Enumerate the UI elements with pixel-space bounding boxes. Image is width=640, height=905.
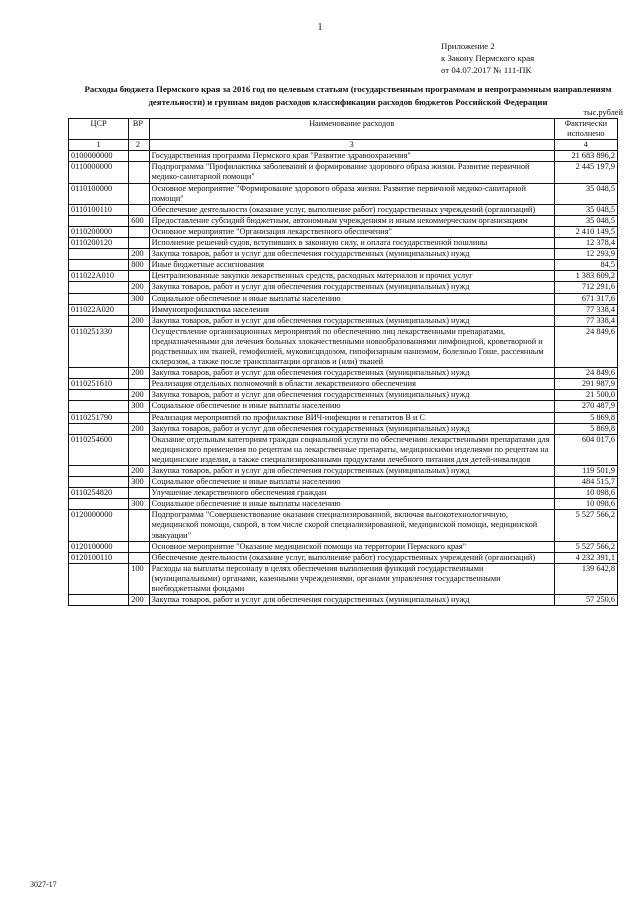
cell-vr xyxy=(129,204,149,215)
cell-csr xyxy=(69,563,129,594)
appendix-line-1: Приложение 2 xyxy=(441,41,495,51)
cell-name: Основное мероприятие "Организация лекарственного обеспечения" xyxy=(149,226,554,237)
document-title: Расходы бюджета Пермского края за 2016 год по целевым статьям (государственным программам и непрограммным направлениям деятельности) и группам видов расходов классификации расходов бюджетов Российской Федерации xyxy=(84,84,612,107)
cell-name: Расходы на выплаты персоналу в целях обеспечения выполнения функций государственными (муниципальными) органами, казенными учреждениями, органами управления государственными внебюджетными фондами xyxy=(149,563,554,594)
table-row xyxy=(69,271,618,282)
cell-name: Закупка товаров, работ и услуг для обеспечения государственных (муниципальных) нужд xyxy=(149,249,554,260)
cell-vr: 300 xyxy=(129,499,149,510)
cell-amount: 139 642,8 xyxy=(554,563,617,594)
cell-amount: 10 098,6 xyxy=(554,499,617,510)
cell-name: Реализация мероприятий по профилактике ВИЧ-инфекции и гепатитов B и C xyxy=(149,412,554,423)
cell-vr xyxy=(129,434,149,465)
cell-csr xyxy=(69,282,129,293)
table-row xyxy=(69,162,618,183)
table-row xyxy=(69,315,618,326)
cell-name: Закупка товаров, работ и услуг для обеспечения государственных (муниципальных) нужд xyxy=(149,282,554,293)
table-row xyxy=(69,260,618,271)
expenses-table xyxy=(68,118,618,606)
cell-vr: 200 xyxy=(129,595,149,606)
colnum-1: 1 xyxy=(69,140,129,151)
header-csr: ЦСР xyxy=(69,119,129,140)
cell-amount: 119 501,9 xyxy=(554,466,617,477)
cell-name: Социальное обеспечение и иные выплаты населению xyxy=(149,293,554,304)
cell-amount: 270 487,9 xyxy=(554,401,617,412)
page-number: 1 xyxy=(317,22,323,33)
table-row xyxy=(69,215,618,226)
table-row xyxy=(69,368,618,379)
table-row xyxy=(69,541,618,552)
table-row xyxy=(69,423,618,434)
cell-vr: 200 xyxy=(129,282,149,293)
cell-name: Закупка товаров, работ и услуг для обеспечения государственных (муниципальных) нужд xyxy=(149,315,554,326)
cell-vr xyxy=(129,541,149,552)
cell-amount: 5 527 566,2 xyxy=(554,541,617,552)
cell-vr: 200 xyxy=(129,423,149,434)
cell-vr xyxy=(129,271,149,282)
table-row xyxy=(69,226,618,237)
table-row xyxy=(69,552,618,563)
header-amount: Фактически исполнено xyxy=(554,119,617,140)
cell-csr: 0110251610 xyxy=(69,379,129,390)
cell-csr: 011022А020 xyxy=(69,304,129,315)
cell-csr xyxy=(69,249,129,260)
cell-name: Социальное обеспечение и иные выплаты населению xyxy=(149,477,554,488)
table-header-row xyxy=(69,119,618,140)
cell-csr: 0120100000 xyxy=(69,541,129,552)
cell-amount: 5 869,8 xyxy=(554,412,617,423)
colnum-3: 3 xyxy=(149,140,554,151)
cell-name: Исполнение решений судов, вступивших в законную силу, и оплата государственной пошлины xyxy=(149,238,554,249)
cell-name: Осуществление организационных мероприятий по обеспечению лиц лекарственными препаратами, предназначенными для лечения больных злокачественными новообразованиями лимфоидной, кроветворной и родственных им тканей, гемофилией, муковисцидозом, гипофизарным нанизмом, болезнью Гоше, рассеянным склерозом, а также после трансплантации органов и (или) тканей xyxy=(149,326,554,367)
cell-amount: 57 250,6 xyxy=(554,595,617,606)
cell-amount: 77 338,4 xyxy=(554,304,617,315)
cell-amount: 5 869,8 xyxy=(554,423,617,434)
cell-csr xyxy=(69,215,129,226)
table-row xyxy=(69,204,618,215)
colnum-4: 4 xyxy=(554,140,617,151)
table-row xyxy=(69,477,618,488)
cell-amount: 10 098,6 xyxy=(554,488,617,499)
cell-name: Улучшение лекарственного обеспечения граждан xyxy=(149,488,554,499)
table-row xyxy=(69,595,618,606)
table-row xyxy=(69,379,618,390)
table-row xyxy=(69,238,618,249)
table-row xyxy=(69,326,618,367)
table-row xyxy=(69,466,618,477)
cell-amount: 5 527 566,2 xyxy=(554,510,617,541)
appendix-line-2: к Закону Пермского края xyxy=(441,53,535,63)
cell-vr xyxy=(129,183,149,204)
cell-amount: 35 048,5 xyxy=(554,183,617,204)
cell-vr xyxy=(129,162,149,183)
header-name: Наименование расходов xyxy=(149,119,554,140)
table-row xyxy=(69,282,618,293)
cell-vr xyxy=(129,238,149,249)
cell-name: Иммунопрофилактика населения xyxy=(149,304,554,315)
cell-name: Основное мероприятие "Оказание медицинской помощи на территории Пермского края" xyxy=(149,541,554,552)
cell-csr xyxy=(69,260,129,271)
cell-csr: 0100000000 xyxy=(69,151,129,162)
table-row xyxy=(69,510,618,541)
cell-csr: 0110100000 xyxy=(69,183,129,204)
table-row xyxy=(69,390,618,401)
cell-vr: 300 xyxy=(129,293,149,304)
cell-name: Подпрограмма "Профилактика заболеваний и формирование здорового образа жизни. Развитие первичной медико-санитарной помощи" xyxy=(149,162,554,183)
table-row xyxy=(69,151,618,162)
cell-vr xyxy=(129,326,149,367)
column-number-row xyxy=(69,140,618,151)
cell-vr xyxy=(129,510,149,541)
cell-vr: 300 xyxy=(129,477,149,488)
cell-name: Закупка товаров, работ и услуг для обеспечения государственных (муниципальных) нужд xyxy=(149,390,554,401)
cell-amount: 24 849,6 xyxy=(554,368,617,379)
cell-vr xyxy=(129,488,149,499)
cell-vr: 300 xyxy=(129,401,149,412)
cell-vr: 100 xyxy=(129,563,149,594)
cell-name: Иные бюджетные ассигнования xyxy=(149,260,554,271)
cell-amount: 21 683 896,2 xyxy=(554,151,617,162)
table-row xyxy=(69,488,618,499)
cell-amount: 291 987,9 xyxy=(554,379,617,390)
appendix-line-3: от 04.07.2017 № 111-ПК xyxy=(441,65,532,75)
cell-csr: 0110251330 xyxy=(69,326,129,367)
cell-csr: 0110000000 xyxy=(69,162,129,183)
appendix-block xyxy=(441,40,534,76)
cell-csr xyxy=(69,477,129,488)
table-row xyxy=(69,412,618,423)
cell-csr: 0110254600 xyxy=(69,434,129,465)
cell-amount: 671 317,6 xyxy=(554,293,617,304)
cell-name: Обеспечение деятельности (оказание услуг, выполнение работ) государственных учреждений (организаций) xyxy=(149,552,554,563)
cell-name: Социальное обеспечение и иные выплаты населению xyxy=(149,401,554,412)
cell-amount: 4 232 391,1 xyxy=(554,552,617,563)
cell-csr: 0110251790 xyxy=(69,412,129,423)
table-row xyxy=(69,401,618,412)
cell-csr: 0110200000 xyxy=(69,226,129,237)
cell-amount: 12 293,9 xyxy=(554,249,617,260)
cell-csr: 0120000000 xyxy=(69,510,129,541)
cell-amount: 712 291,6 xyxy=(554,282,617,293)
table-row xyxy=(69,293,618,304)
cell-name: Закупка товаров, работ и услуг для обеспечения государственных (муниципальных) нужд xyxy=(149,595,554,606)
cell-amount: 2 445 197,9 xyxy=(554,162,617,183)
cell-vr xyxy=(129,412,149,423)
cell-name: Предоставление субсидий бюджетным, автономным учреждениям и иным некоммерческим организациям xyxy=(149,215,554,226)
cell-amount: 2 410 149,5 xyxy=(554,226,617,237)
units-label: тыс.рублей xyxy=(583,108,623,117)
cell-vr: 600 xyxy=(129,215,149,226)
cell-name: Обеспечение деятельности (оказание услуг, выполнение работ) государственных учреждений (организаций) xyxy=(149,204,554,215)
cell-vr: 800 xyxy=(129,260,149,271)
cell-amount: 77 338,4 xyxy=(554,315,617,326)
cell-csr xyxy=(69,595,129,606)
cell-csr xyxy=(69,401,129,412)
cell-csr: 0120100110 xyxy=(69,552,129,563)
cell-csr xyxy=(69,466,129,477)
cell-vr xyxy=(129,379,149,390)
table-row xyxy=(69,563,618,594)
cell-vr xyxy=(129,552,149,563)
cell-vr: 200 xyxy=(129,390,149,401)
cell-vr xyxy=(129,151,149,162)
cell-vr xyxy=(129,226,149,237)
header-vr: ВР xyxy=(129,119,149,140)
cell-name: Государственная программа Пермского края "Развитие здравоохранения" xyxy=(149,151,554,162)
cell-amount: 24 849,6 xyxy=(554,326,617,367)
cell-vr: 200 xyxy=(129,315,149,326)
cell-name: Подпрограмма "Совершенствование оказания специализированной, включая высокотехнологичную, медицинской помощи, скорой, в том числе скорой специализированной, медицинской помощи, медицинской эвакуации" xyxy=(149,510,554,541)
cell-amount: 35 048,5 xyxy=(554,215,617,226)
cell-csr xyxy=(69,499,129,510)
cell-vr: 200 xyxy=(129,249,149,260)
cell-name: Основное мероприятие "Формирование здорового образа жизни. Развитие первичной медико-санитарной помощи" xyxy=(149,183,554,204)
cell-name: Социальное обеспечение и иные выплаты населению xyxy=(149,499,554,510)
footer-code: 3027-17 xyxy=(30,880,57,889)
cell-csr: 0110200120 xyxy=(69,238,129,249)
cell-csr: 0110100110 xyxy=(69,204,129,215)
table-row xyxy=(69,304,618,315)
cell-csr xyxy=(69,368,129,379)
cell-name: Реализация отдельных полномочий в области лекарственного обеспечения xyxy=(149,379,554,390)
table-row xyxy=(69,183,618,204)
table-row xyxy=(69,249,618,260)
colnum-2: 2 xyxy=(129,140,149,151)
cell-vr: 200 xyxy=(129,368,149,379)
cell-amount: 35 048,5 xyxy=(554,204,617,215)
cell-name: Централизованные закупки лекарственных средств, расходных материалов и прочих услуг xyxy=(149,271,554,282)
cell-csr xyxy=(69,293,129,304)
cell-amount: 1 383 609,2 xyxy=(554,271,617,282)
cell-amount: 84,5 xyxy=(554,260,617,271)
cell-amount: 604 017,6 xyxy=(554,434,617,465)
cell-name: Закупка товаров, работ и услуг для обеспечения государственных (муниципальных) нужд xyxy=(149,368,554,379)
cell-vr xyxy=(129,304,149,315)
cell-csr xyxy=(69,390,129,401)
cell-name: Оказание отдельным категориям граждан социальной услуги по обеспечению лекарственными препаратами для медицинского применения по рецептам на лекарственные препараты, медицинскими изделиями по рецептам на медицинские изделия, а также специализированными продуктами лечебного питания для детей-инвалидов xyxy=(149,434,554,465)
cell-name: Закупка товаров, работ и услуг для обеспечения государственных (муниципальных) нужд xyxy=(149,466,554,477)
table-row xyxy=(69,499,618,510)
cell-csr xyxy=(69,423,129,434)
cell-amount: 12 378,4 xyxy=(554,238,617,249)
cell-csr: 0110254820 xyxy=(69,488,129,499)
table-row xyxy=(69,434,618,465)
cell-name: Закупка товаров, работ и услуг для обеспечения государственных (муниципальных) нужд xyxy=(149,423,554,434)
cell-csr: 011022А010 xyxy=(69,271,129,282)
cell-vr: 200 xyxy=(129,466,149,477)
cell-amount: 21 500,0 xyxy=(554,390,617,401)
cell-csr xyxy=(69,315,129,326)
cell-amount: 484 515,7 xyxy=(554,477,617,488)
